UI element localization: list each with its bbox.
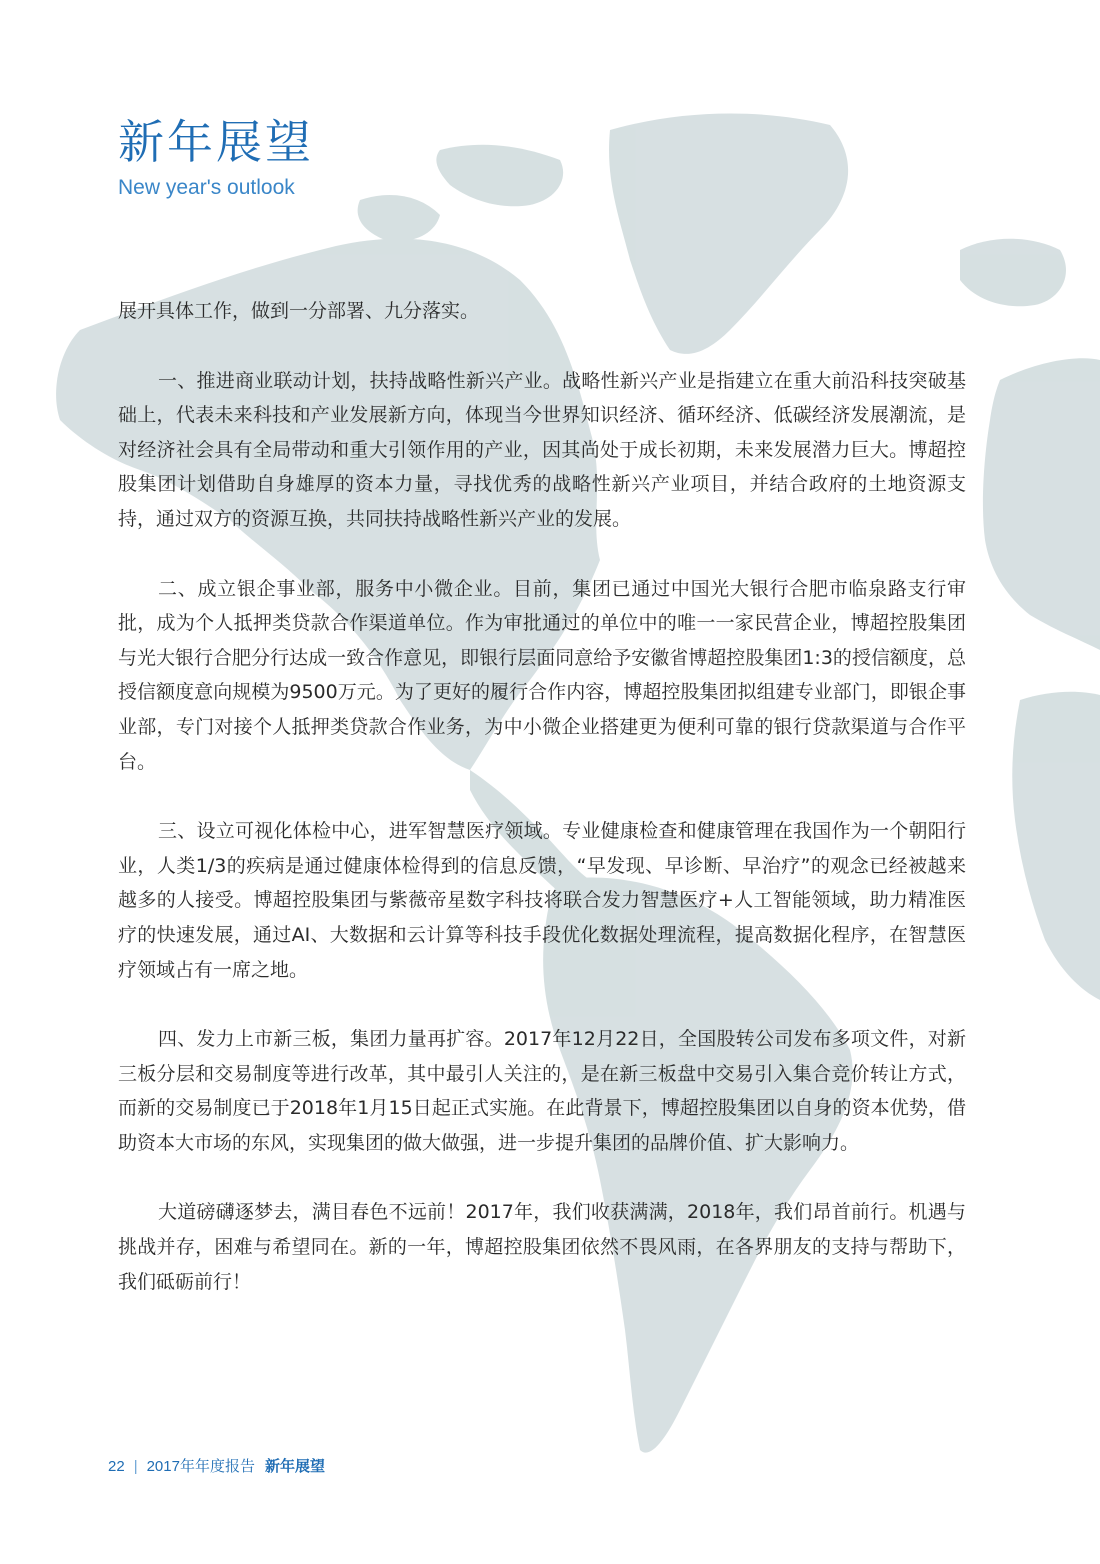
- page-footer: [108, 1457, 325, 1477]
- page-number: 22: [108, 1458, 125, 1475]
- paragraph-5: 大道磅礴逐梦去，满目春色不远前！2017年，我们收获满满，2018年，我们昂首前行。机遇与挑战并存，困难与希望同在。新的一年，博超控股集团依然不畏风雨，在各界朋友的支持与帮助下，我们砥砺前行！: [118, 1201, 966, 1293]
- footer-separator: |: [133, 1458, 138, 1475]
- paragraph-4: 四、发力上市新三板，集团力量再扩容。2017年12月22日，全国股转公司发布多项文件，对新三板分层和交易制度等进行改革，其中最引人关注的，是在新三板盘中交易引入集合竞价转让方式，而新的交易制度已于2018年1月15日起正式实施。在此背景下，博超控股集团以自身的资本优势，借助资本大市场的东风，实现集团的做大做强，进一步提升集团的品牌价值、扩大影响力。: [118, 1028, 966, 1154]
- paragraph-2: 二、成立银企事业部，服务中小微企业。目前，集团已通过中国光大银行合肥市临泉路支行审批，成为个人抵押类贷款合作渠道单位。作为审批通过的单位中的唯一一家民营企业，博超控股集团与光大银行合肥分行达成一致合作意见，即银行层面同意给予安徽省博超控股集团1:3的授信额度，总授信额度意向规模为9500万元。为了更好的履行合作内容，博超控股集团拟组建专业部门，即银企事业部，专门对接个人抵押类贷款合作业务，为中小微企业搭建更为便利可靠的银行贷款渠道与合作平台。: [118, 577, 966, 773]
- page-subtitle: New year's outlook: [118, 176, 295, 199]
- paragraph-intro: 展开具体工作，做到一分部署、九分落实。: [118, 300, 480, 322]
- paragraph-3: 三、设立可视化体检中心，进军智慧医疗领域。专业健康检查和健康管理在我国作为一个朝阳行业，人类1/3的疾病是通过健康体检得到的信息反馈，“早发现、早诊断、早治疗”的观念已经被越来越多的人接受。博超控股集团与紫薇帝星数字科技将联合发力智慧医疗+人工智能领域，助力精准医疗的快速发展，通过AI、大数据和云计算等科技手段优化数据处理流程，提高数据化程序，在智慧医疗领域占有一席之地。: [118, 820, 966, 981]
- page-title: 新年展望: [118, 115, 314, 169]
- section-name: 新年展望: [264, 1458, 325, 1475]
- paragraph-1: 一、推进商业联动计划，扶持战略性新兴产业。战略性新兴产业是指建立在重大前沿科技突破基础上，代表未来科技和产业发展新方向，体现当今世界知识经济、循环经济、低碳经济发展潮流，是对经济社会具有全局带动和重大引领作用的产业，因其尚处于成长初期，未来发展潜力巨大。博超控股集团计划借助自身雄厚的资本力量，寻找优秀的战略性新兴产业项目，并结合政府的土地资源支持，通过双方的资源互换，共同扶持战略性新兴产业的发展。: [118, 369, 966, 530]
- report-name: 2017年年度报告: [146, 1458, 255, 1475]
- article-body: [118, 294, 966, 1299]
